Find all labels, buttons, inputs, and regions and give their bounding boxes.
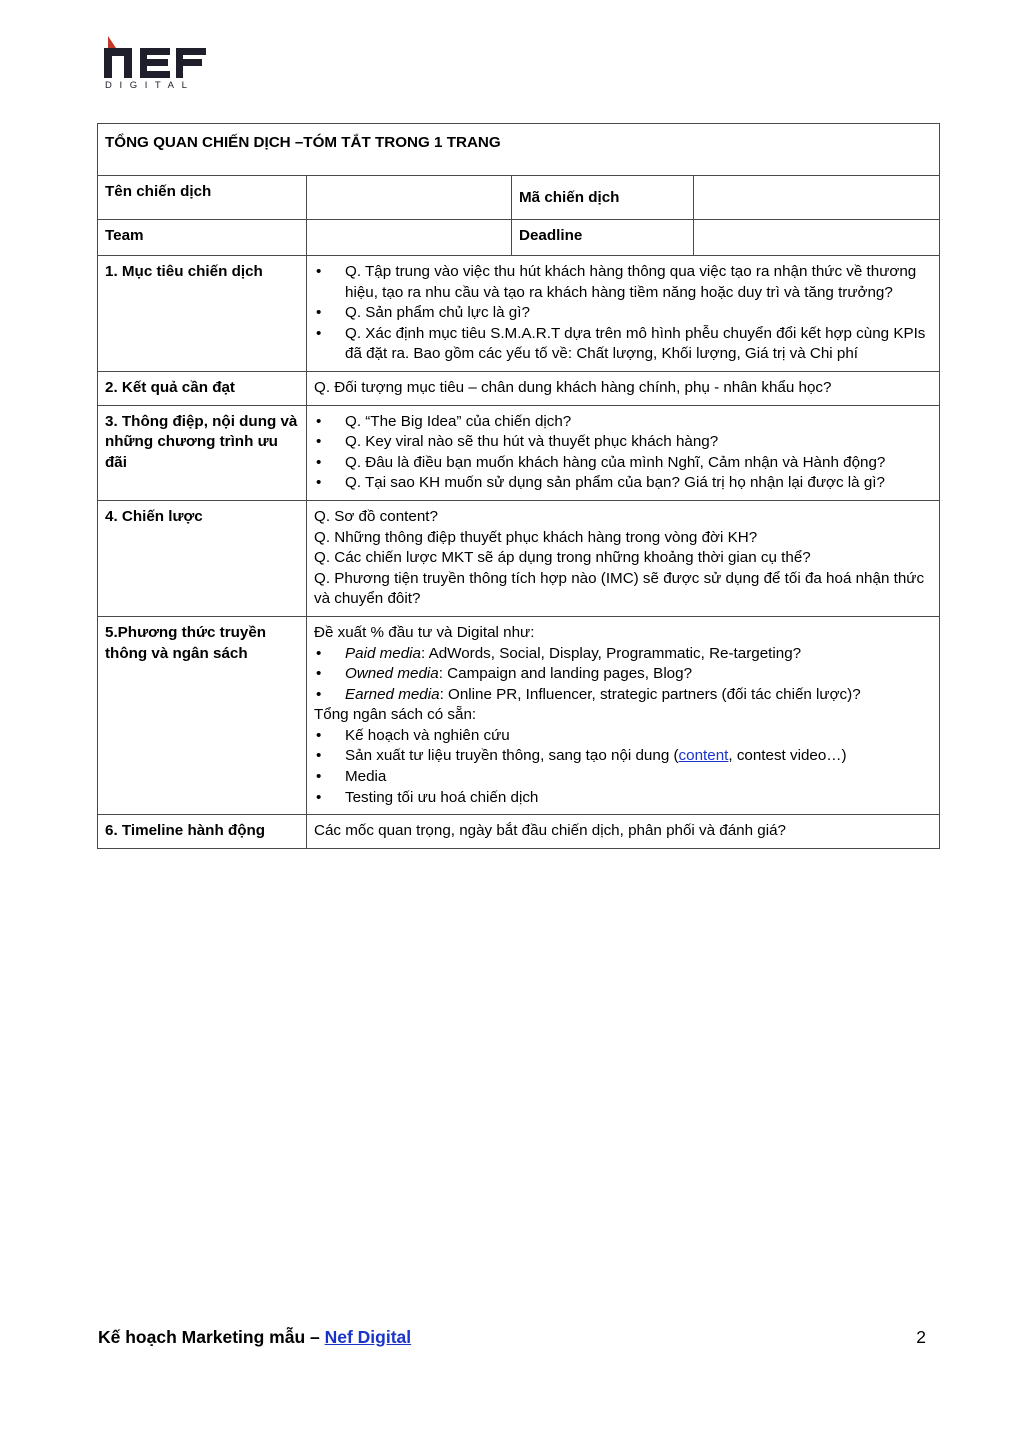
list-item: • Q. Xác định mục tiêu S.M.A.R.T dựa trên mô hình phễu chuyển đổi kết hợp cùng KPIs đã đặt ra. Bao gồm các yếu tố về: Chất lượng, Khối lượng, Giá trị và Chi phí: [314, 324, 932, 365]
table-row: [98, 256, 940, 372]
row-content: Các mốc quan trọng, ngày bắt đầu chiến dịch, phân phối và đánh giá?: [307, 815, 940, 849]
list-item-text: , contest video…): [728, 747, 847, 765]
list-item: [314, 664, 932, 685]
text-line: Q. Phương tiện truyền thông tích hợp nào (IMC) sẽ được sử dụng để tối đa hoá nhận thức và chuyển đôit?: [314, 569, 925, 608]
table-row: [98, 500, 940, 616]
row-label: 1. Mục tiêu chiến dịch: [98, 256, 307, 372]
media-name: Paid media: [345, 644, 421, 662]
row-label: 6. Timeline hành động: [98, 815, 307, 849]
table-row: [98, 616, 940, 814]
deadline-field[interactable]: [694, 220, 940, 256]
row-content: [307, 256, 940, 372]
table-row: [98, 405, 940, 500]
list-item: • Q. Key viral nào sẽ thu hút và thuyết phục khách hàng?: [314, 432, 932, 453]
campaign-name-field[interactable]: [307, 176, 512, 220]
logo-subtitle: DIGITAL: [105, 80, 195, 91]
list-item: • Kế hoạch và nghiên cứu: [314, 726, 932, 747]
footer-link[interactable]: Nef Digital: [324, 1327, 412, 1347]
text-line: Tổng ngân sách có sẵn:: [314, 706, 477, 724]
company-logo: [104, 30, 214, 96]
media-name: Owned media: [345, 665, 439, 683]
list-item: • Q. “The Big Idea” của chiến dịch?: [314, 412, 932, 433]
list-item: [314, 685, 932, 706]
row-label: 4. Chiến lược: [98, 500, 307, 616]
footer-title: Kế hoạch Marketing mẫu –: [98, 1327, 325, 1347]
media-detail: : Campaign and landing pages, Blog?: [438, 665, 693, 683]
nef-logo-mark: [104, 30, 214, 78]
row-content: [307, 500, 940, 616]
list-item: • Q. Tại sao KH muốn sử dụng sản phẩm của bạn? Giá trị họ nhận lại được là gì?: [314, 473, 932, 494]
row-label: 5.Phương thức truyền thông và ngân sách: [98, 616, 307, 814]
campaign-brief-table: [97, 123, 940, 849]
content-link[interactable]: content: [678, 747, 729, 765]
campaign-code-label: Mã chiến dịch: [512, 176, 694, 220]
row-label: 2. Kết quả cần đạt: [98, 371, 307, 405]
row-content: [307, 405, 940, 500]
page-footer: [98, 1327, 926, 1348]
table-title: TỔNG QUAN CHIẾN DỊCH –TÓM TẮT TRONG 1 TRANG: [98, 124, 940, 176]
row-content: [307, 616, 940, 814]
list-item: • Q. Đâu là điều bạn muốn khách hàng của mình Nghĩ, Cảm nhận và Hành động?: [314, 453, 932, 474]
page-number: 2: [916, 1327, 926, 1347]
text-line: Q. Các chiến lược MKT sẽ áp dụng trong những khoảng thời gian cụ thể?: [314, 549, 811, 567]
list-item-text: Sản xuất tư liệu truyền thông, sang tạo nội dung (: [345, 747, 679, 765]
team-field[interactable]: [307, 220, 512, 256]
list-item: • Testing tối ưu hoá chiến dịch: [314, 788, 932, 809]
team-label: Team: [98, 220, 307, 256]
table-row: [98, 371, 940, 405]
text-line: Đề xuất % đầu tư và Digital như:: [314, 623, 535, 641]
list-item: [314, 644, 932, 665]
text-line: Q. Những thông điệp thuyết phục khách hàng trong vòng đời KH?: [314, 528, 758, 546]
list-item: [314, 746, 932, 767]
text-line: Q. Sơ đồ content?: [314, 507, 438, 525]
media-detail: : Online PR, Influencer, strategic partners (đối tác chiến lược)?: [439, 685, 861, 703]
table-row: [98, 815, 940, 849]
media-name: Earned media: [345, 685, 440, 703]
deadline-label: Deadline: [512, 220, 694, 256]
list-item: • Q. Tập trung vào việc thu hút khách hàng thông qua việc tạo ra nhận thức về thương hiệu, tạo ra nhu cầu và tạo ra khách hàng tiềm năng hoặc duy trì và tăng trưởng?: [314, 262, 932, 303]
list-item: • Media: [314, 767, 932, 788]
campaign-name-label: Tên chiến dịch: [98, 176, 307, 220]
list-item: • Q. Sản phẩm chủ lực là gì?: [314, 303, 932, 324]
media-detail: : AdWords, Social, Display, Programmatic, Re-targeting?: [420, 644, 802, 662]
row-label: 3. Thông điệp, nội dung và những chương trình ưu đãi: [98, 405, 307, 500]
row-content: Q. Đối tượng mục tiêu – chân dung khách hàng chính, phụ - nhân khẩu học?: [307, 371, 940, 405]
campaign-code-field[interactable]: [694, 176, 940, 220]
